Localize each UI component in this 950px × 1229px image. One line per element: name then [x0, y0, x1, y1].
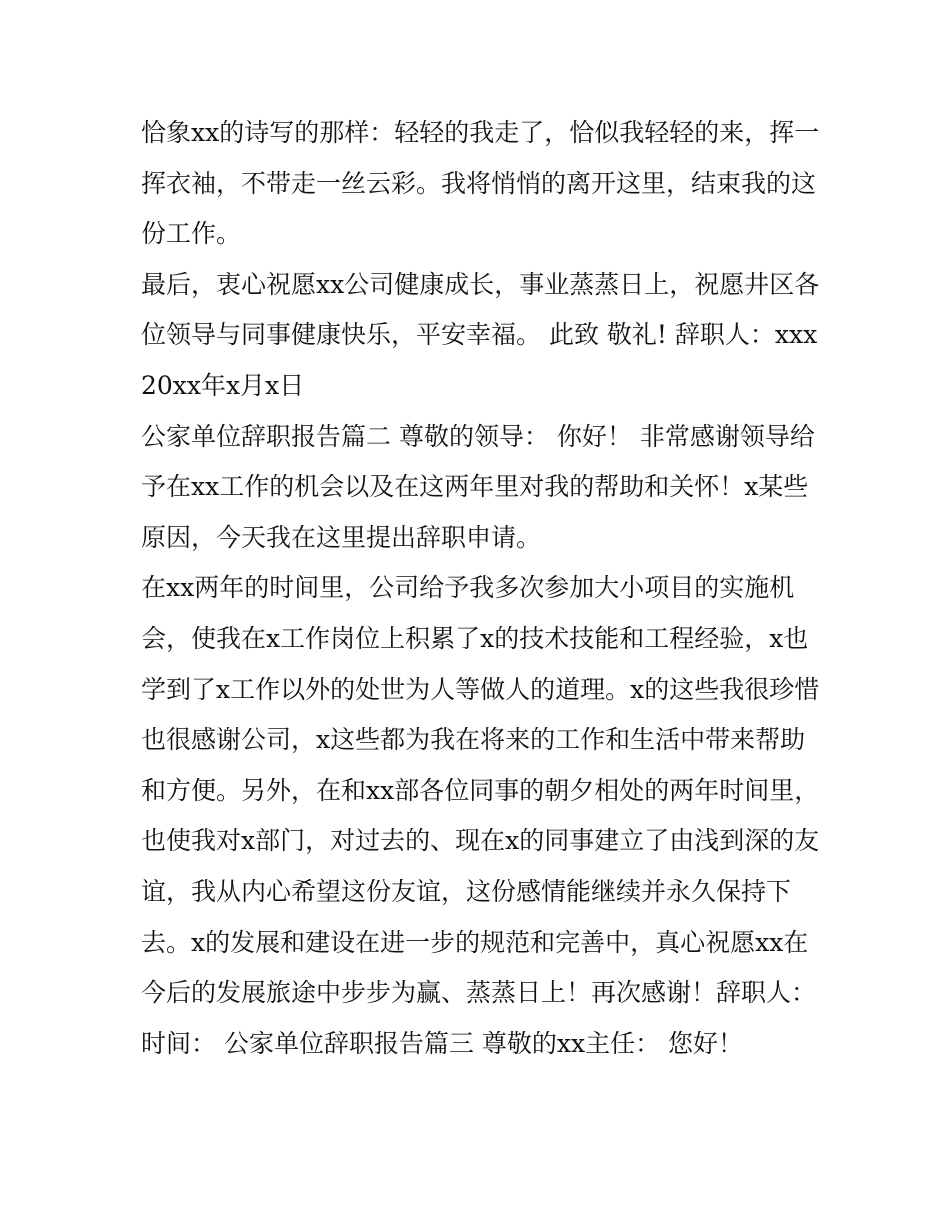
document-body: [141, 108, 821, 1069]
paragraph-closing-wishes: 最后，衷心祝愿xx公司健康成长，事业蒸蒸日上，祝愿井区各位领导与同事健康快乐，平安幸福。 此致 敬礼! 辞职人：xxx 20xx年x月x日: [141, 269, 820, 400]
paragraph-report-two-opening: 公家单位辞职报告篇二 尊敬的领导： 你好！ 非常感谢领导给予在xx工作的机会以及在这两年里对我的帮助和关怀！x某些原因，今天我在这里提出辞职申请。: [141, 421, 815, 552]
paragraph-poem-farewell: 恰象xx的诗写的那样：轻轻的我走了，恰似我轻轻的来，挥一挥衣袖，不带走一丝云彩。我将悄悄的离开这里，结束我的这份工作。: [141, 118, 820, 249]
paragraph-report-two-body: 在xx两年的时间里，公司给予我多次参加大小项目的实施机会，使我在x工作岗位上积累了x的技术技能和工程经验，x也学到了x工作以外的处世为人等做人的道理。x的这些我很珍惜也很感谢公司，x这些都为我在将来的工作和生活中带来帮助和方便。另外，在和xx部各位同事的朝夕相处的两年时间里，也使我对x部门，对过去的、现在x的同事建立了由浅到深的友谊，我从内心希望这份友谊，这份感情能继续并永久保持下去。x的发展和建设在进一步的规范和完善中，真心祝愿xx在今后的发展旅途中步步为赢、蒸蒸日上！再次感谢！辞职人： 时间： 公家单位辞职报告篇三 尊敬的xx主任： 您好！: [141, 573, 820, 1058]
